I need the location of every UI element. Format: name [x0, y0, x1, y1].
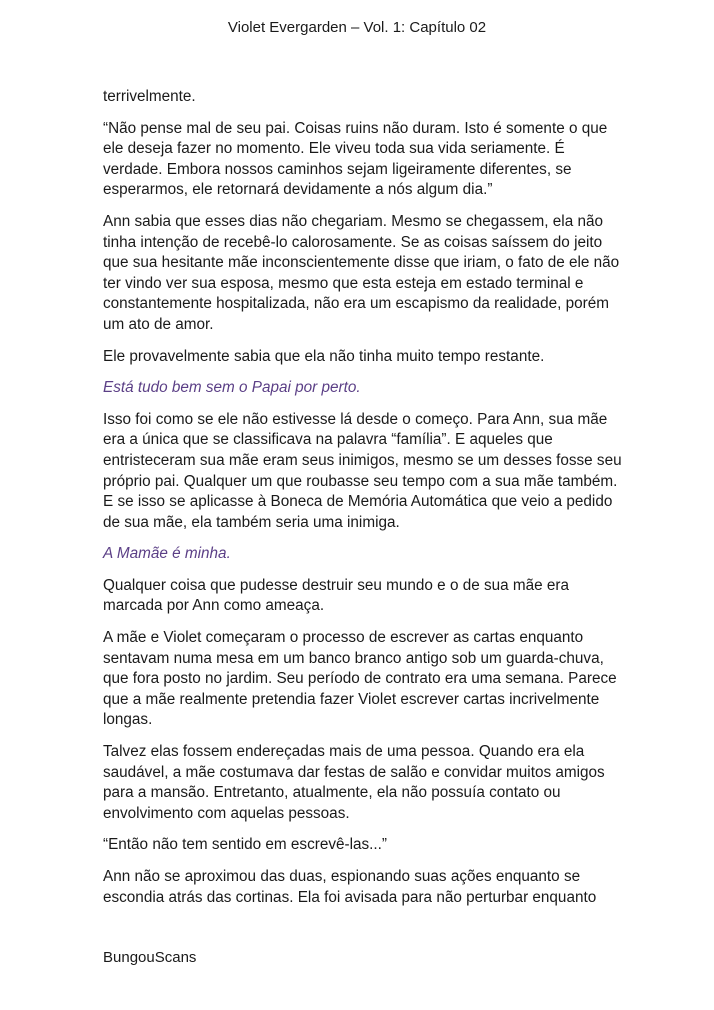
- paragraph: “Então não tem sentido em escrevê-las...”: [103, 836, 387, 854]
- paragraph: “Não pense mal de seu pai. Coisas ruins não duram. Isto é somente o que ele deseja fazer no momento. Ele viveu toda sua vida seriamente. É verdade. Embora nossos caminhos sejam ligeiramente diferentes, se esperarmos, ele retornará devidamente a nós algum dia.”: [103, 119, 608, 199]
- page-header: Violet Evergarden – Vol. 1: Capítulo 02: [227, 19, 487, 36]
- document-body: [103, 87, 623, 919]
- italic-thought: A Mamãe é minha.: [103, 545, 231, 563]
- paragraph: Talvez elas fossem endereçadas mais de uma pessoa. Quando era ela saudável, a mãe costumava dar festas de salão e convidar muitos amigos para a mansão. Entretanto, atualmente, ela não possuía contato ou envolvimento com aquelas pessoas.: [103, 743, 605, 822]
- paragraph: A mãe e Violet começaram o processo de escrever as cartas enquanto sentavam numa mesa em um banco branco antigo sob um guarda-chuva, que fora posto no jardim. Seu período de contrato era uma semana. Parece que a mãe realmente pretendia fazer Violet escrever cartas incrivelmente longas.: [103, 629, 617, 729]
- paragraph: Ele provavelmente sabia que ela não tinha muito tempo restante.: [103, 347, 545, 365]
- paragraph: Ann sabia que esses dias não chegariam. Mesmo se chegassem, ela não tinha intenção de recebê-lo calorosamente. Se as coisas saíssem do jeito que sua hesitante mãe inconscientemente disse que iriam, o fato de ele não ter vindo ver sua esposa, mesmo que esta esteja em estado terminal e constantemente hospitalizada, não era um escapismo da realidade, porém um ato de amor.: [103, 212, 620, 333]
- paragraph: Isso foi como se ele não estivesse lá desde o começo. Para Ann, sua mãe era a única que se classificava na palavra “família”. E aqueles que entristeceram sua mãe eram seus inimigos, mesmo se um desses fosse seu próprio pai. Qualquer um que roubasse seu tempo com a sua mãe também. E se isso se aplicasse à Boneca de Memória Automática que veio a pedido de sua mãe, ela também seria uma inimiga.: [103, 410, 622, 531]
- page-footer: BungouScans: [103, 949, 197, 966]
- paragraph: Ann não se aproximou das duas, espionando suas ações enquanto se escondia atrás das cortinas. Ela foi avisada para não perturbar enquanto: [103, 868, 597, 906]
- italic-thought: Está tudo bem sem o Papai por perto.: [103, 379, 361, 397]
- paragraph: Qualquer coisa que pudesse destruir seu mundo e o de sua mãe era marcada por Ann como ameaça.: [103, 576, 569, 615]
- paragraph: terrivelmente.: [103, 88, 196, 105]
